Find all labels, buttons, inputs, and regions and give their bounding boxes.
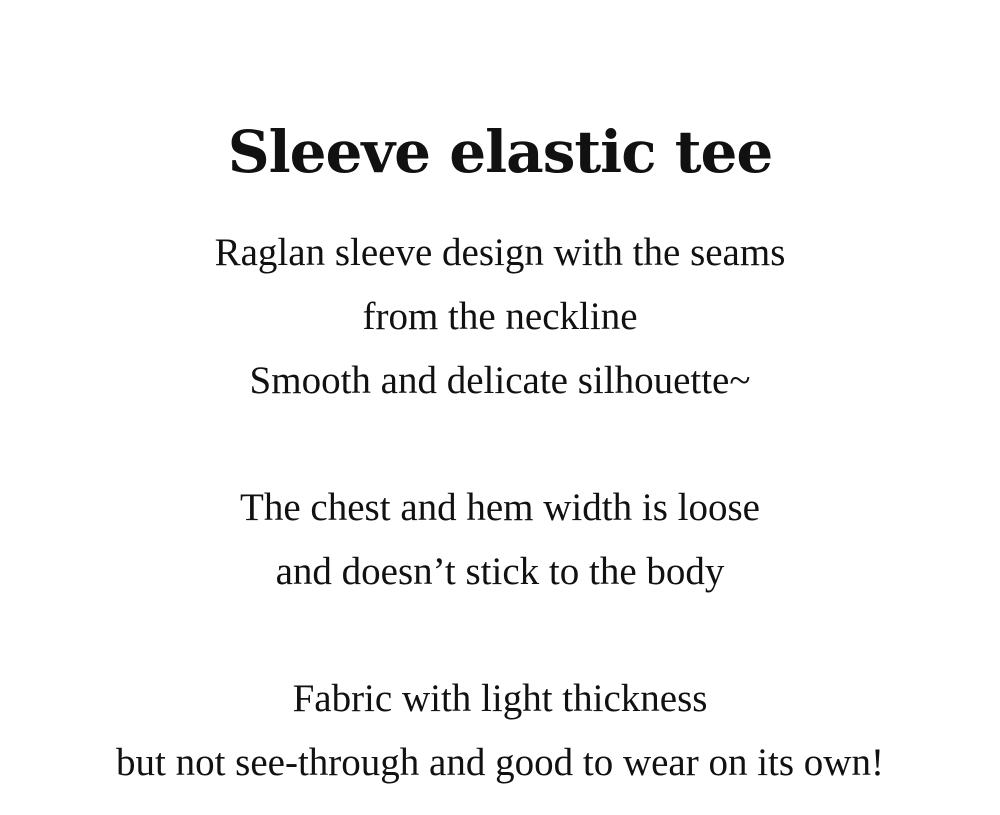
description-line: but not see-through and good to wear on its own! bbox=[116, 741, 884, 784]
description-paragraph-fit bbox=[0, 476, 1000, 604]
description-line: Fabric with light thickness bbox=[292, 677, 708, 720]
description-line: from the neckline bbox=[362, 295, 638, 338]
description-line: Raglan sleeve design with the seams bbox=[214, 231, 786, 274]
description-line: The chest and hem width is loose bbox=[240, 486, 760, 529]
description-line: and doesn’t stick to the body bbox=[275, 550, 725, 593]
description-paragraph-fabric bbox=[0, 667, 1000, 795]
description-paragraph-sleeve bbox=[0, 221, 1000, 413]
page-title: Sleeve elastic tee bbox=[227, 118, 773, 186]
description-line: Smooth and delicate silhouette~ bbox=[249, 359, 751, 402]
